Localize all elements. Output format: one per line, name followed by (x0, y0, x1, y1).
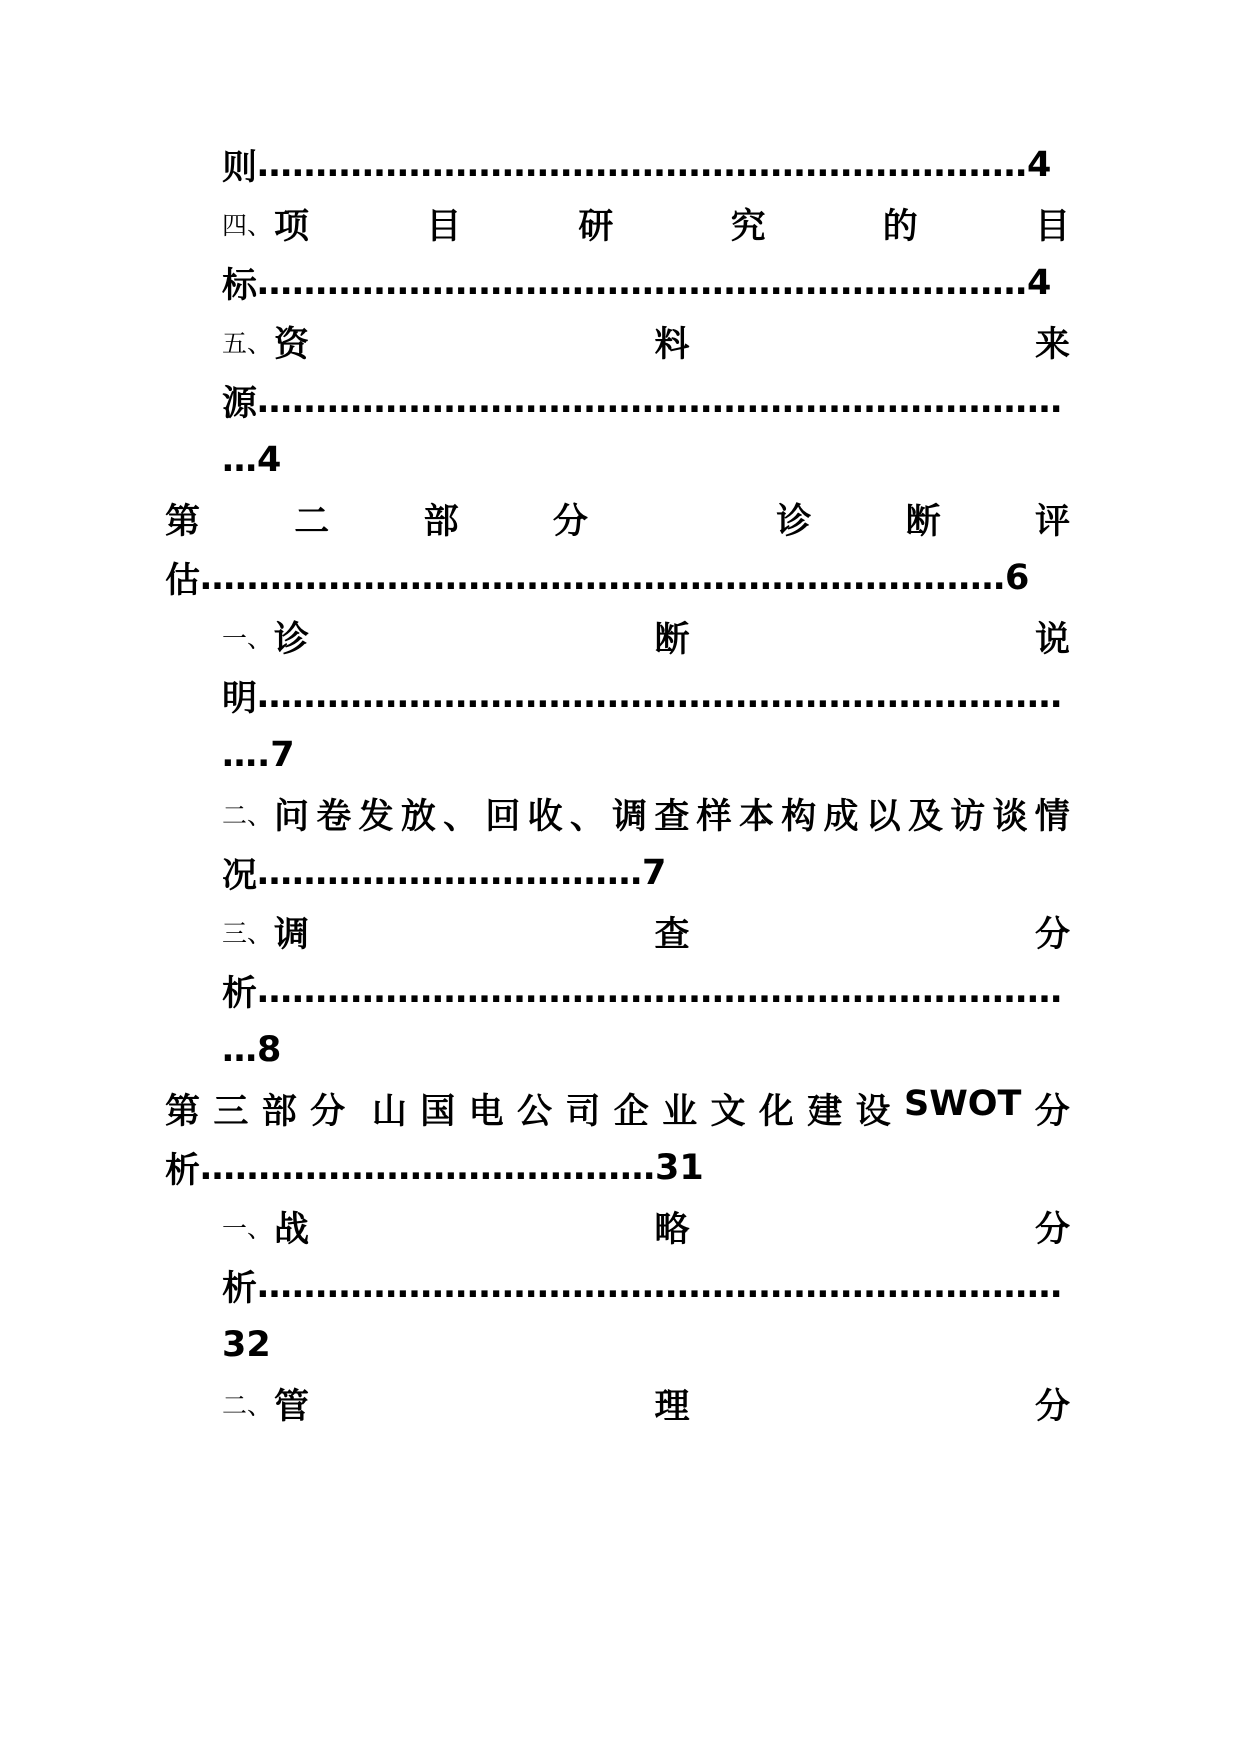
toc-char: 目 (1034, 207, 1070, 247)
toc-char: 说 (1034, 620, 1070, 660)
toc-char: 调 (612, 797, 648, 837)
toc-char: 国 (420, 1092, 456, 1132)
toc-section-number: 二、 (222, 801, 273, 830)
toc-char: 企 (613, 1092, 649, 1132)
toc-page-number: 7 (642, 853, 667, 893)
toc-char: 分 (552, 502, 588, 542)
toc-dots: ………………………………………………………… (257, 263, 1028, 303)
toc-section-number: 一、 (222, 624, 273, 653)
toc-char: 收 (527, 797, 563, 837)
toc-part-line[interactable] (165, 487, 1070, 551)
toc-line[interactable] (222, 1313, 1070, 1377)
toc-section-number: 一、 (222, 1214, 273, 1243)
toc-char: 情 (1034, 797, 1070, 837)
toc-char: 电 (468, 1092, 504, 1132)
toc-char: 、 (443, 797, 479, 837)
toc-dots: ………………………………… (200, 1148, 656, 1188)
toc-word: 明 (222, 679, 258, 719)
toc-char: 设 (855, 1092, 891, 1132)
toc-word: 则 (222, 148, 258, 188)
toc-page-number: 4 (257, 440, 282, 480)
toc-heading-spread (274, 907, 1070, 957)
toc-char: 山 (371, 1092, 407, 1132)
toc-line[interactable] (222, 1254, 1070, 1318)
toc-heading-spread (165, 1084, 1070, 1134)
toc-char: 理 (654, 1387, 690, 1427)
toc-char: 查 (654, 797, 690, 837)
toc-char: 诊 (776, 502, 812, 542)
toc-dots: …………………………………………………………… (257, 1266, 1063, 1306)
toc-char: 司 (565, 1092, 601, 1132)
toc-char: 分 (1034, 1210, 1070, 1250)
toc-char: 、 (569, 797, 605, 837)
toc-char: 以 (865, 797, 901, 837)
toc-char: 谈 (992, 797, 1028, 837)
toc-page-number: 7 (270, 735, 295, 775)
toc-page-number: 4 (1027, 263, 1052, 303)
toc-dots: … (222, 440, 257, 480)
toc-page-number: 32 (222, 1325, 271, 1365)
toc-section-number: 二、 (222, 1391, 273, 1420)
toc-char: 第 (165, 1092, 201, 1132)
toc-section-number: 五、 (222, 329, 273, 358)
toc-char: 究 (730, 207, 766, 247)
toc-line[interactable] (222, 900, 1070, 964)
toc-char: 本 (738, 797, 774, 837)
toc-char: 及 (908, 797, 944, 837)
toc-char: 发 (358, 797, 394, 837)
toc-char: 构 (781, 797, 817, 837)
toc-page-number: 31 (655, 1148, 704, 1188)
toc-char: 分 (1034, 1387, 1070, 1427)
toc-dots: …………………………… (257, 853, 643, 893)
toc-dots: …. (222, 735, 271, 775)
toc-char: 调 (274, 915, 310, 955)
toc-word: 析 (222, 974, 258, 1014)
toc-page-number: 6 (1005, 558, 1030, 598)
toc-char: 分 (1034, 1092, 1070, 1132)
toc-dots: …………………………………………………………… (257, 676, 1063, 716)
toc-char: 分 (1034, 915, 1070, 955)
toc-line[interactable] (222, 310, 1070, 374)
toc-word: 源 (222, 384, 258, 424)
toc-line[interactable] (222, 192, 1070, 256)
toc-char: 二 (294, 502, 330, 542)
toc-heading-spread (165, 494, 1070, 544)
toc-char: 建 (807, 1092, 843, 1132)
toc-char: SWOT (903, 1084, 1022, 1124)
toc-char: 文 (710, 1092, 746, 1132)
toc-char: 业 (662, 1092, 698, 1132)
toc-char: 料 (654, 325, 690, 365)
toc-word: 析 (222, 1269, 258, 1309)
toc-heading-spread (274, 1202, 1070, 1252)
toc-line[interactable] (222, 1372, 1070, 1436)
toc-dots: ………………………………………………………… (257, 145, 1028, 185)
toc-char: 化 (758, 1092, 794, 1132)
toc-heading-spread (274, 199, 1070, 249)
toc-char: 目 (426, 207, 462, 247)
toc-char: 部 (261, 1092, 297, 1132)
toc-dots: …………………………………………………………… (200, 558, 1006, 598)
toc-char: 访 (950, 797, 986, 837)
toc-line[interactable] (222, 782, 1070, 846)
toc-char: 部 (423, 502, 459, 542)
toc-line[interactable] (222, 959, 1070, 1023)
toc-dots: … (222, 1030, 257, 1070)
toc-word: 析 (165, 1151, 201, 1191)
toc-line[interactable] (222, 369, 1070, 433)
toc-line[interactable] (222, 251, 1070, 315)
toc-line[interactable] (222, 605, 1070, 669)
toc-line[interactable] (222, 723, 1070, 787)
toc-heading-spread (274, 317, 1070, 367)
toc-part-line[interactable] (165, 1136, 1070, 1200)
toc-char: 略 (654, 1210, 690, 1250)
toc-char: 成 (823, 797, 859, 837)
toc-line[interactable] (222, 133, 1070, 197)
toc-char: 的 (882, 207, 918, 247)
toc-char: 来 (1034, 325, 1070, 365)
toc-char: 管 (274, 1387, 310, 1427)
toc-page-number: 4 (1027, 145, 1052, 185)
toc-char: 项 (274, 207, 310, 247)
toc-section-number: 四、 (222, 211, 273, 240)
toc-section-number: 三、 (222, 919, 273, 948)
toc-char: 断 (654, 620, 690, 660)
toc-page-number: 8 (257, 1030, 282, 1070)
toc-char: 卷 (316, 797, 352, 837)
toc-heading-spread (274, 789, 1070, 839)
toc-dots: …………………………………………………………… (257, 381, 1063, 421)
toc-char: 第 (165, 502, 201, 542)
toc-char: 研 (578, 207, 614, 247)
toc-char: 断 (905, 502, 941, 542)
toc-char: 战 (274, 1210, 310, 1250)
toc-word: 标 (222, 266, 258, 306)
toc-line[interactable] (222, 664, 1070, 728)
toc-char: 放 (400, 797, 436, 837)
toc-char: 评 (1034, 502, 1070, 542)
toc-line[interactable] (222, 1018, 1070, 1082)
toc-line[interactable] (222, 1195, 1070, 1259)
toc-part-line[interactable] (165, 1077, 1070, 1141)
toc-line[interactable] (222, 841, 1070, 905)
toc-word: 估 (165, 561, 201, 601)
toc-char: 样 (696, 797, 732, 837)
toc-char: 诊 (274, 620, 310, 660)
toc-char: 分 (310, 1092, 346, 1132)
toc-char: 问 (274, 797, 310, 837)
toc-word: 况 (222, 856, 258, 896)
toc-char: 公 (516, 1092, 552, 1132)
toc-char: 回 (485, 797, 521, 837)
toc-char: 资 (274, 325, 310, 365)
toc-heading-spread (274, 612, 1070, 662)
toc-part-line[interactable] (165, 546, 1070, 610)
toc-char: 查 (654, 915, 690, 955)
toc-char: 三 (213, 1092, 249, 1132)
toc-heading-spread (274, 1379, 1070, 1429)
toc-dots: …………………………………………………………… (257, 971, 1063, 1011)
toc-line[interactable] (222, 428, 1070, 492)
